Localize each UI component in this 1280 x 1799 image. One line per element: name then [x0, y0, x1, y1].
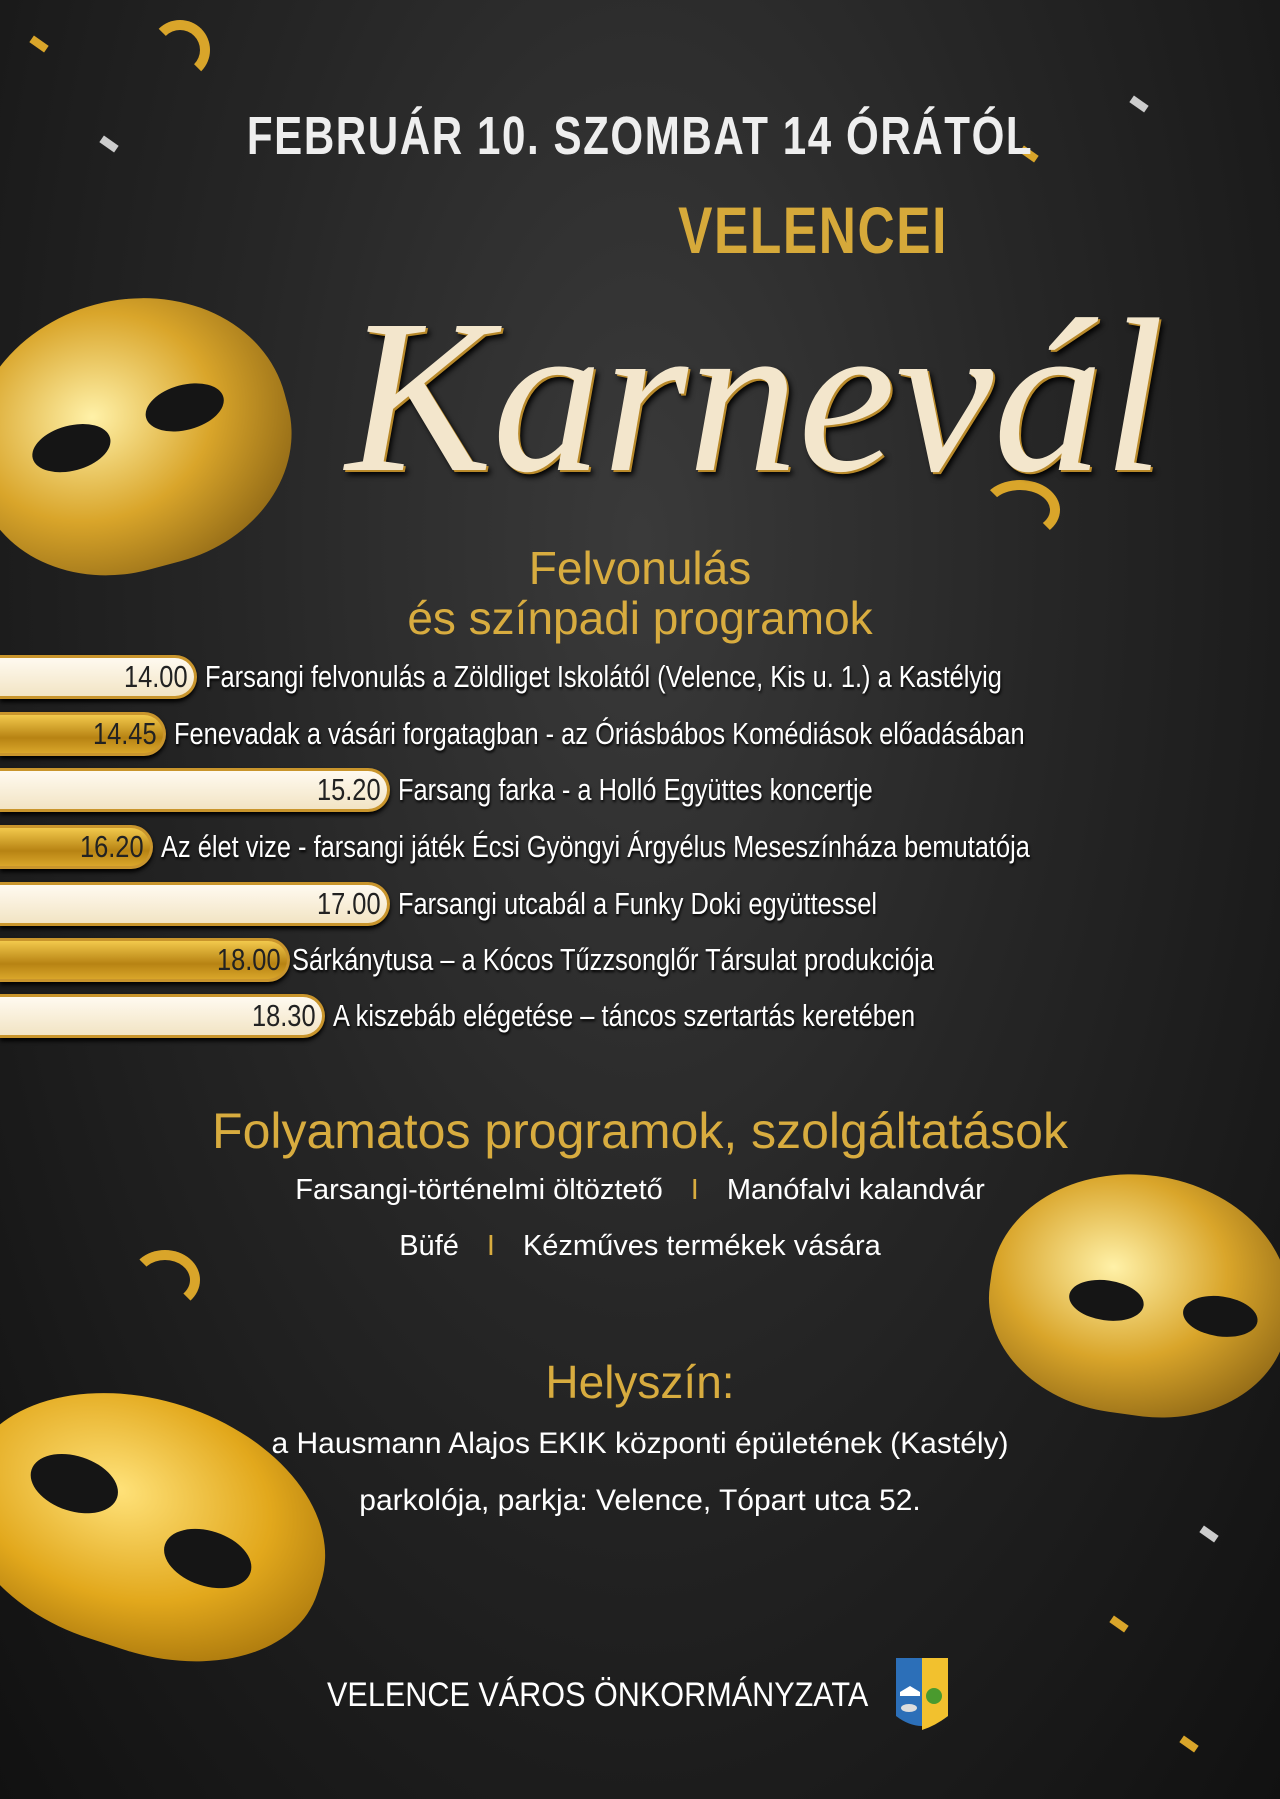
event-text: Farsangi utcabál a Funky Doki együttessel: [398, 886, 877, 921]
service-item: Manófalvi kalandvár: [726, 1174, 985, 1206]
services-line: [0, 1230, 1280, 1263]
time-badge: 18.30: [0, 994, 325, 1038]
mask-eye: [1067, 1275, 1147, 1325]
parade-heading-line2: és színpadi programok: [407, 592, 873, 644]
mask-eye: [27, 416, 116, 480]
event-subtitle: VELENCEI: [678, 193, 949, 267]
time-badge: 18.00: [0, 938, 290, 982]
mask-eye: [1180, 1291, 1260, 1341]
schedule-row: [0, 767, 977, 813]
event-title: Karnevál: [345, 274, 1165, 518]
schedule-row: [0, 711, 1211, 757]
confetti: [1199, 1526, 1218, 1543]
location-line: a Hausmann Alajos EKIK központi épületének (Kastély): [271, 1427, 1009, 1460]
time-badge: 17.00: [0, 882, 390, 926]
parade-heading: Felvonulás: [528, 542, 752, 594]
mask-eye: [156, 1518, 259, 1598]
time-badge: 15.20: [0, 768, 390, 812]
velence-coat-of-arms-logo: [892, 1646, 952, 1736]
event-text: A kiszebáb elégetése – táncos szertartás keretében: [333, 998, 916, 1033]
ribbon-decoration: [150, 20, 210, 80]
separator: I: [486, 1230, 495, 1262]
schedule-row: [0, 654, 1177, 700]
continuous-heading: Folyamatos programok, szolgáltatások: [212, 1103, 1068, 1159]
event-text: Fenevadak a vásári forgatagban - az Óriásbábos Komédiások előadásában: [174, 716, 1025, 751]
time-badge: 16.20: [0, 825, 153, 869]
schedule-row: [0, 937, 1075, 983]
event-date: FEBRUÁR 10. SZOMBAT 14 ÓRÁTÓL: [246, 106, 1034, 166]
organizer-name: VELENCE VÁROS ÖNKORMÁNYZATA: [327, 1676, 869, 1714]
location-heading: Helyszín:: [545, 1356, 735, 1408]
time-badge: 14.00: [0, 655, 197, 699]
event-text: Az élet vize - farsangi játék Écsi Gyöngyi Árgyélus Meseszínháza bemutatója: [161, 829, 1030, 864]
schedule-row: [0, 824, 1221, 870]
time-badge: 14.45: [0, 712, 166, 756]
service-item: Büfé: [399, 1230, 459, 1262]
services-line: [0, 1174, 1280, 1207]
confetti: [1109, 1616, 1128, 1633]
event-text: Farsangi felvonulás a Zöldliget Iskolától (Velence, Kis u. 1.) a Kastélyig: [205, 659, 1002, 694]
mask-eye: [140, 375, 229, 439]
confetti: [29, 36, 48, 53]
schedule-row: [0, 993, 1043, 1039]
schedule-row: [0, 881, 982, 927]
event-text: Sárkánytusa – a Kócos Tűzzsonglőr Társulat produkciója: [292, 942, 934, 977]
separator: I: [690, 1174, 699, 1206]
event-text: Farsang farka - a Holló Együttes koncertje: [398, 772, 873, 807]
service-item: Kézműves termékek vására: [522, 1230, 881, 1262]
confetti: [1179, 1736, 1198, 1753]
location-line: parkolója, parkja: Velence, Tópart utca 52.: [359, 1484, 921, 1517]
service-item: Farsangi-történelmi öltöztető: [295, 1174, 663, 1206]
